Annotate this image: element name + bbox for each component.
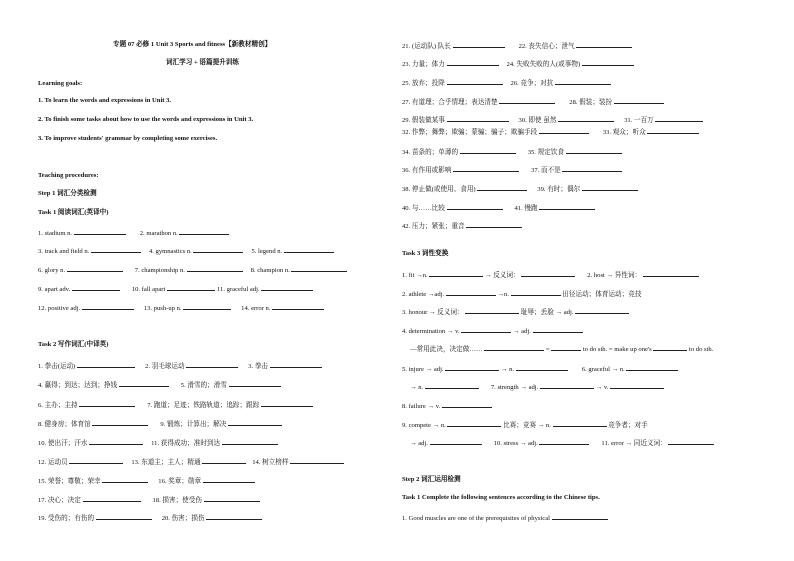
task3-line: 2. athlete →adj. →n. 田径运动；体育运动；竞技	[402, 291, 642, 298]
task2-row: 17. 决心；决定 18. 损害；使受伤	[38, 495, 260, 505]
answer-blank[interactable]	[626, 364, 678, 371]
answer-blank[interactable]	[643, 270, 699, 277]
answer-blank[interactable]	[119, 380, 169, 387]
answer-blank[interactable]	[477, 184, 527, 191]
task1-row: 9. apart adv. 10. fall apart 11. graceful adj.	[38, 284, 313, 294]
answer-blank[interactable]	[539, 203, 595, 210]
task1-row: 6. glory n. 7. championship n. 8. champion n.	[38, 265, 347, 275]
answer-blank[interactable]	[290, 457, 344, 464]
answer-blank[interactable]	[521, 270, 575, 277]
answer-blank[interactable]	[539, 438, 589, 445]
procedures-heading: Teaching procedures:	[38, 172, 99, 179]
task3-heading: Task 3 词性变换	[402, 250, 449, 257]
task3-line: 3. honour → 反义词： 耻辱；丢脸 → adj.	[402, 307, 629, 317]
answer-blank[interactable]	[447, 78, 503, 85]
answer-blank[interactable]	[183, 303, 231, 310]
left-column	[38, 0, 388, 561]
answer-blank[interactable]	[442, 401, 492, 408]
answer-blank[interactable]	[460, 147, 516, 154]
answer-blank[interactable]	[582, 59, 634, 66]
answer-blank[interactable]	[499, 97, 555, 104]
answer-blank[interactable]	[446, 289, 496, 296]
answer-blank[interactable]	[614, 97, 664, 104]
task1-row: 3. track and field n. 4. gymnastics n. 5. legend n.	[38, 246, 334, 256]
answer-blank[interactable]	[69, 457, 123, 464]
answer-blank[interactable]	[447, 203, 503, 210]
answer-blank[interactable]	[551, 344, 581, 351]
answer-blank[interactable]	[430, 438, 482, 445]
answer-blank[interactable]	[261, 400, 313, 407]
task1-row: 1. stadium n. 2. marathon n.	[38, 228, 229, 238]
answer-blank[interactable]	[576, 41, 632, 48]
answer-blank[interactable]	[552, 513, 608, 520]
answer-blank[interactable]	[511, 289, 561, 296]
right-column	[402, 0, 790, 561]
task3-line: —常用此决，决定做…… = to do sth. = make up one's to do sth.	[410, 346, 714, 353]
answer-blank[interactable]	[655, 115, 703, 122]
task3-line: 4. determination → v. → adj.	[402, 326, 583, 336]
answer-blank[interactable]	[92, 419, 148, 426]
answer-blank[interactable]	[272, 303, 324, 310]
task2-row: 4. 赢得；到达；达到；挣钱 5. 滑雪的；滑雪	[38, 380, 281, 390]
answer-blank[interactable]	[77, 361, 135, 368]
answer-blank[interactable]	[79, 400, 135, 407]
answer-blank[interactable]	[484, 344, 544, 351]
answer-blank[interactable]	[291, 265, 347, 272]
task2-heading: Task 2 写作词汇(中译英)	[38, 341, 109, 348]
answer-blank[interactable]	[82, 303, 134, 310]
task3-line: → adj. 10. stress → adj. 11. error → 同近义词：	[410, 438, 714, 448]
vocab-row: 34. 苗条的；单薄的 35. 规定饮食	[402, 147, 622, 157]
task2-row: 19. 受伤的；有伤的 20. 伤害；损伤	[38, 513, 262, 523]
answer-blank[interactable]	[562, 165, 622, 172]
vocab-row: 42. 压力；紧张；重音	[402, 221, 522, 231]
vocab-row: 29. 假装做某事 30. 即使 虽然 31. 一百万	[402, 115, 703, 125]
answer-blank[interactable]	[96, 513, 152, 520]
answer-blank[interactable]	[102, 476, 148, 483]
vocab-row: 38. 停止做(或使用、食用) 39. 有时；偶尔	[402, 184, 638, 194]
vocab-row: 23. 力量；体力 24. 失败失败的人(或事物)	[402, 59, 634, 69]
answer-blank[interactable]	[202, 457, 246, 464]
answer-blank[interactable]	[83, 495, 141, 502]
answer-blank[interactable]	[203, 476, 255, 483]
answer-blank[interactable]	[553, 420, 607, 427]
task2-row: 10. 使出汗；汗水 11. 获得成功；准时到达	[38, 438, 278, 448]
answer-blank[interactable]	[89, 438, 143, 445]
answer-blank[interactable]	[539, 127, 589, 134]
worksheet-subtitle: 词汇学习 + 语篇提升训练	[166, 59, 239, 66]
answer-blank[interactable]	[261, 284, 313, 291]
answer-blank[interactable]	[429, 270, 483, 277]
step1-heading: Step 1 词汇分类检测	[38, 190, 97, 197]
answer-blank[interactable]	[610, 382, 664, 389]
sentence-1: 1. Good muscles are one of the prerequisites of physical	[402, 513, 608, 523]
task1-row: 12. positive adj. 13. push-up n. 14. error n.	[38, 303, 324, 313]
answer-blank[interactable]	[466, 221, 522, 228]
answer-blank[interactable]	[447, 420, 501, 427]
answer-blank[interactable]	[653, 344, 687, 351]
answer-blank[interactable]	[206, 513, 262, 520]
answer-blank[interactable]	[447, 115, 509, 122]
answer-blank[interactable]	[67, 265, 123, 272]
task3-line: 1. fit →n. → 反义词： 2. host → 异性词：	[402, 270, 699, 280]
task2-row: 1. 拳击(运动) 2. 羽毛球运动 3. 拳击	[38, 361, 322, 371]
answer-blank[interactable]	[453, 41, 505, 48]
task3-line: 9. compete → n. 比赛；竞赛 → n. 竞争者；对手	[402, 422, 648, 429]
goal-3: 3. To improve students' grammar by completing some exercises.	[38, 135, 218, 142]
vocab-row: 32. 作弊；舞弊；欺骗；蒙骗；骗子；欺骗手段 33. 观众；听众	[402, 127, 699, 137]
step2-heading: Step 2 词汇运用检测	[402, 476, 461, 483]
answer-blank[interactable]	[179, 228, 229, 235]
task3-line: → n. 7. strength → adj. → v.	[410, 382, 664, 392]
answer-blank[interactable]	[284, 246, 334, 253]
answer-blank[interactable]	[461, 326, 511, 333]
answer-blank[interactable]	[647, 127, 699, 134]
goal-1: 1. To learn the words and expressions in Unit 3.	[38, 97, 172, 104]
answer-blank[interactable]	[582, 184, 638, 191]
answer-blank[interactable]	[72, 284, 120, 291]
answer-blank[interactable]	[465, 307, 519, 314]
answer-blank[interactable]	[558, 115, 614, 122]
answer-blank[interactable]	[167, 284, 215, 291]
answer-blank[interactable]	[516, 364, 568, 371]
task1-heading: Task 1 阅读词汇(英译中)	[38, 209, 109, 216]
answer-blank[interactable]	[186, 361, 238, 368]
answer-blank[interactable]	[566, 147, 622, 154]
task3-line: 5. injure → adj. → n. 6. graceful → n.	[402, 364, 678, 374]
answer-blank[interactable]	[74, 228, 126, 235]
task2-row: 6. 主办；主持 7. 跑道；足迹；铁路轨道；追踪；跟踪	[38, 400, 313, 410]
answer-blank[interactable]	[453, 165, 519, 172]
answer-blank[interactable]	[445, 364, 499, 371]
worksheet-title: 专题 07 必修 1 Unit 3 Sports and fitness【新教材精创】	[113, 41, 272, 48]
answer-blank[interactable]	[425, 382, 479, 389]
answer-blank[interactable]	[91, 246, 141, 253]
answer-blank[interactable]	[533, 326, 583, 333]
answer-blank[interactable]	[228, 419, 282, 426]
step2-task1-heading: Task 1 Complete the following sentences according to the Chinese tips.	[402, 494, 600, 501]
answer-blank[interactable]	[668, 438, 714, 445]
answer-blank[interactable]	[270, 361, 322, 368]
answer-blank[interactable]	[193, 246, 243, 253]
goals-heading: Learning goals:	[38, 80, 83, 87]
goal-2: 2. To finish some tasks about how to use the words and expressions in Unit 3.	[38, 116, 254, 123]
answer-blank[interactable]	[222, 438, 278, 445]
answer-blank[interactable]	[229, 380, 281, 387]
answer-blank[interactable]	[204, 495, 260, 502]
answer-blank[interactable]	[447, 59, 499, 66]
vocab-row: 25. 放弃；投降 26. 竞争；对抗	[402, 78, 611, 88]
answer-blank[interactable]	[555, 78, 611, 85]
task2-row: 8. 健身房；体育馆 9. 锻炼；计算出；解决	[38, 419, 282, 429]
task2-row: 12. 运动员 13. 东道主；主人；精通 14. 树立榜样	[38, 457, 344, 467]
vocab-row: 36. 有作用或影响 37. 而不是	[402, 165, 622, 175]
answer-blank[interactable]	[575, 307, 629, 314]
vocab-row: 40. 与……比较 41. 慢跑	[402, 203, 595, 213]
vocab-row: 27. 有道理；合乎情理；表达清楚 28. 假装；装扮	[402, 97, 664, 107]
answer-blank[interactable]	[540, 382, 594, 389]
task2-row: 15. 荣誉；尊敬；荣幸 16. 奖章；勋章	[38, 476, 255, 486]
vocab-row: 21. (运动队) 队长 22. 丧失信心；泄气	[402, 41, 632, 51]
task3-line: 8. failure → v.	[402, 401, 492, 411]
answer-blank[interactable]	[187, 265, 243, 272]
